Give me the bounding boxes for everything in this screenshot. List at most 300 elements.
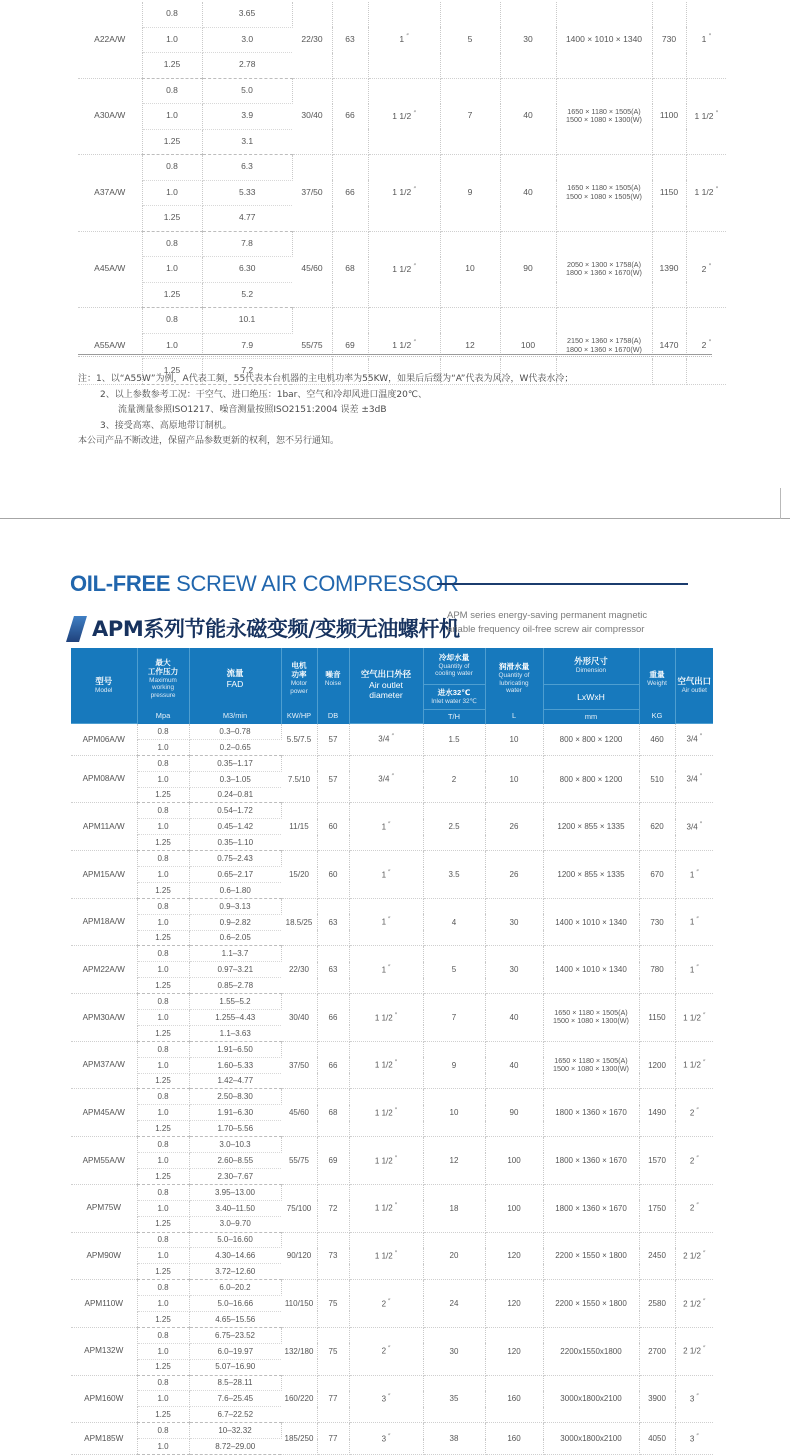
header-cooling-cn: 冷却水量 (438, 652, 470, 662)
cell-pressure: 1.0 (137, 962, 189, 978)
header-outlet-en: Air outlet (681, 686, 707, 694)
table-row (71, 946, 713, 962)
cell-air-outlet: 1 ″ (675, 851, 713, 899)
cell-motor-power: 5.5/7.5 (281, 724, 317, 755)
cell-weight: 620 (639, 803, 675, 851)
header-lubricating-water (485, 648, 543, 710)
cell-noise: 69 (317, 1137, 349, 1185)
table-row (71, 1375, 713, 1391)
cell-weight: 780 (639, 946, 675, 994)
header-noise (317, 648, 349, 710)
cell-dimension: 1800 × 1360 × 1670 (543, 1184, 639, 1232)
cell-weight: 1750 (639, 1184, 675, 1232)
cell-air-outlet: 3/4 ″ (675, 724, 713, 755)
cell-fad: 0.65–2.17 (189, 867, 281, 883)
cell-lubricating-water: 10 (485, 724, 543, 755)
dimension-line: 1800 × 1360 × 1670(W) (566, 268, 642, 278)
cell-model: APM37A/W (71, 1041, 137, 1089)
cell-pressure: 1.25 (137, 978, 189, 994)
cell-motor-power: 30/40 (281, 994, 317, 1042)
cell-motor-power: 7.5/10 (281, 755, 317, 803)
cell-air-outlet: 1 1/2 ″ (675, 1041, 713, 1089)
cell-air-outlet: 1 ″ (686, 2, 726, 78)
header-cooling-en1: Quantity of (438, 662, 470, 670)
cell-lubricating-water: 26 (485, 851, 543, 899)
header-noise-cn: 噪音 (325, 669, 341, 679)
cell-pressure: 1.25 (137, 1121, 189, 1137)
cell-model: APM110W (71, 1280, 137, 1328)
cell-model: APM22A/W (71, 946, 137, 994)
cell-fad: 1.42–4.77 (189, 1073, 281, 1089)
cell-air-outlet-diameter: 3 ″ (349, 1375, 423, 1423)
cell-pressure: 1.0 (137, 1391, 189, 1407)
apm-series-section (0, 519, 790, 1451)
cell-lubricating-water: 120 (485, 1280, 543, 1328)
cell-model: APM18A/W (71, 898, 137, 946)
cell-fad: 0.45–1.42 (189, 819, 281, 835)
cell-dimension (556, 78, 652, 155)
cell-cooling-water: 12 (423, 1137, 485, 1185)
header-pressure-en2: working (151, 684, 175, 692)
cell-dimension: 3000x1800x2100 (543, 1375, 639, 1423)
cell-pressure: 1.0 (137, 1296, 189, 1312)
cell-fad: 0.6–2.05 (189, 930, 281, 946)
apm-spec-table-wrapper (71, 724, 713, 1455)
cell-noise: 63 (332, 2, 368, 78)
cell-fad: 1.55–5.2 (189, 994, 281, 1010)
cell-motor-power: 55/75 (281, 1137, 317, 1185)
header-dimension (543, 648, 639, 684)
cell-fad: 7.6–25.45 (189, 1391, 281, 1407)
cell-cooling-water: 20 (423, 1232, 485, 1280)
cell-weight: 670 (639, 851, 675, 899)
cell-motor-power: 22/30 (281, 946, 317, 994)
cell-dimension: 2200 × 1550 × 1800 (543, 1232, 639, 1280)
note-line-3: 流量测量参照ISO1217、噪音测量按照ISO2151:2004 误差 ±3dB (118, 405, 387, 415)
table-row (71, 994, 713, 1010)
cell-fad: 3.95–13.00 (189, 1184, 281, 1200)
cell-dimension: 2200 × 1550 × 1800 (543, 1280, 639, 1328)
cell-motor-power: 160/220 (281, 1375, 317, 1423)
cell-lubricating-water: 30 (485, 898, 543, 946)
top-spec-table-wrapper (78, 2, 718, 385)
note-line-1: 注：1、以“A55W”为例，A代表工频，55代表本台机器的主电机功率为55KW，如果后后缀为“A”代表为风冷，W代表水冷； (78, 374, 574, 384)
cell-fad: 2.50–8.30 (189, 1089, 281, 1105)
note-line-4: 3、接受高寒、高原地带订制机。 (100, 420, 232, 431)
cell-model: APM06A/W (71, 724, 137, 755)
header-dim-cn: 外形尺寸 (574, 656, 608, 667)
cell-pressure: 1.0 (137, 1153, 189, 1169)
cell-air-outlet-diameter: 3 ″ (349, 1423, 423, 1455)
table-row (78, 2, 726, 27)
cell-lubricating-water: 10 (485, 755, 543, 803)
cell-air-outlet-diameter: 1 1/2 ″ (349, 1041, 423, 1089)
header-unit-cooling: T/H (423, 710, 485, 724)
cell-weight: 510 (639, 755, 675, 803)
cell-pressure: 0.8 (137, 724, 189, 739)
header-pressure-en1: Maximum (149, 676, 177, 684)
table-row (71, 755, 713, 771)
cell-cooling-water: 30 (423, 1327, 485, 1375)
cell-fad: 2.78 (202, 53, 292, 79)
cell-weight: 1490 (639, 1089, 675, 1137)
header-unit-weight: KG (639, 710, 675, 724)
cell-dimension: 1200 × 855 × 1335 (543, 803, 639, 851)
cell-motor-power: 37/50 (281, 1041, 317, 1089)
cell-pressure: 0.8 (137, 1041, 189, 1057)
cell-model: APM15A/W (71, 851, 137, 899)
cell-noise: 66 (332, 78, 368, 155)
cell-lubricating-water: 100 (485, 1184, 543, 1232)
cell-air-outlet-diameter: 3/4 ″ (349, 755, 423, 803)
cell-air-outlet: 2 ″ (686, 308, 726, 385)
cell-fad: 2.30–7.67 (189, 1168, 281, 1184)
cell-pressure: 1.0 (137, 1105, 189, 1121)
cell-fad: 0.75–2.43 (189, 851, 281, 867)
header-dim-en: Dimension (575, 666, 607, 674)
header-outlet-dia-en2: diameter (369, 690, 403, 701)
cell-pressure: 0.8 (137, 1423, 189, 1439)
top-table-bottom-rule (78, 354, 712, 355)
cell-noise: 75 (317, 1327, 349, 1375)
cell-pressure: 0.8 (137, 994, 189, 1010)
cell-fad: 2.60–8.55 (189, 1153, 281, 1169)
cell-pressure: 1.25 (142, 206, 202, 232)
cell-cooling-water: 12 (440, 308, 500, 385)
table-row (71, 1327, 713, 1343)
cell-noise: 57 (317, 755, 349, 803)
cell-motor-power: 90/120 (281, 1232, 317, 1280)
cell-model: A45A/W (78, 231, 142, 308)
cell-air-outlet-diameter: 1 1/2 ″ (368, 78, 440, 155)
table-row (71, 724, 713, 739)
cell-pressure: 1.25 (142, 359, 202, 385)
cell-fad: 0.24–0.81 (189, 787, 281, 803)
cell-pressure: 1.25 (142, 129, 202, 155)
cell-air-outlet: 2 ″ (675, 1137, 713, 1185)
header-motor-en1: Motor (290, 680, 308, 688)
cell-cooling-water: 10 (440, 231, 500, 308)
dimension-line: 1500 × 1080 × 1300(W) (553, 1016, 629, 1026)
cell-pressure: 0.8 (142, 155, 202, 181)
section-subheading (447, 609, 697, 637)
cell-fad: 6.75–23.52 (189, 1327, 281, 1343)
header-motor-cn2: 功率 (291, 670, 307, 680)
cell-noise: 66 (332, 155, 368, 232)
cell-lubricating-water: 120 (485, 1327, 543, 1375)
cell-dimension: 1400 × 1010 × 1340 (556, 2, 652, 78)
cell-pressure: 1.0 (137, 1200, 189, 1216)
cell-lubricating-water: 40 (485, 1041, 543, 1089)
cell-fad: 0.3–0.78 (189, 724, 281, 739)
header-outlet-dia-en1: Air outlet (369, 680, 403, 691)
cell-dimension: 1200 × 855 × 1335 (543, 851, 639, 899)
cell-air-outlet: 2 ″ (675, 1089, 713, 1137)
cell-model: APM11A/W (71, 803, 137, 851)
cell-pressure: 1.0 (142, 180, 202, 206)
cell-motor-power: 110/150 (281, 1280, 317, 1328)
cell-fad: 0.9–2.82 (189, 914, 281, 930)
cell-cooling-water: 3.5 (423, 851, 485, 899)
dimension-line: 2050 × 1300 × 1758(A) (567, 259, 641, 269)
cell-fad: 3.72–12.60 (189, 1264, 281, 1280)
header-unit-noise: DB (317, 710, 349, 724)
cell-fad: 10.1 (202, 308, 292, 334)
cell-fad: 6.0–20.2 (189, 1280, 281, 1296)
cell-model: APM185W (71, 1423, 137, 1455)
cell-weight: 730 (639, 898, 675, 946)
cell-pressure: 0.8 (137, 1232, 189, 1248)
header-weight-en: Weight (647, 679, 667, 687)
cell-dimension: 1400 × 1010 × 1340 (543, 946, 639, 994)
cell-weight: 2580 (639, 1280, 675, 1328)
cell-fad: 7.2 (202, 359, 292, 385)
table-row (78, 78, 726, 104)
table-row (71, 1423, 713, 1439)
cell-air-outlet-diameter: 1 1/2 ″ (349, 1137, 423, 1185)
header-pressure (137, 648, 189, 710)
cell-pressure: 0.8 (137, 1375, 189, 1391)
cell-noise: 77 (317, 1423, 349, 1455)
header-air-outlet (675, 648, 713, 724)
header-lub-en1: Quantity of (498, 672, 530, 680)
cell-dimension: 1800 × 1360 × 1670 (543, 1089, 639, 1137)
header-lub-en3: water (506, 687, 522, 695)
cell-fad: 3.1 (202, 129, 292, 155)
dimension-line: 1500 × 1080 × 1505(W) (566, 191, 642, 201)
cell-fad: 3.9 (202, 104, 292, 130)
cell-noise: 57 (317, 724, 349, 755)
cell-pressure: 1.25 (137, 1359, 189, 1375)
cell-pressure: 1.25 (142, 53, 202, 79)
cell-fad: 6.30 (202, 257, 292, 283)
cell-pressure: 1.0 (142, 27, 202, 53)
dimension-line: 1650 × 1180 × 1505(A) (567, 106, 641, 116)
cell-pressure: 0.8 (137, 851, 189, 867)
header-unit-fad: M3/min (189, 710, 281, 724)
dimension-line: 2150 × 1360 × 1758(A) (567, 336, 641, 346)
cell-fad: 5.07–16.90 (189, 1359, 281, 1375)
cell-air-outlet: 3/4 ″ (675, 803, 713, 851)
cell-motor-power: 30/40 (292, 78, 332, 155)
cell-fad: 0.6–1.80 (189, 882, 281, 898)
table-row (71, 898, 713, 914)
cell-fad: 4.30–14.66 (189, 1248, 281, 1264)
cell-pressure: 1.0 (137, 1343, 189, 1359)
cell-weight: 1100 (652, 78, 686, 155)
cell-motor-power: 185/250 (281, 1423, 317, 1455)
cell-air-outlet-diameter: 1 1/2 ″ (349, 1184, 423, 1232)
header-weight (639, 648, 675, 710)
cell-cooling-water: 9 (440, 155, 500, 232)
cell-air-outlet: 2 1/2 ″ (675, 1280, 713, 1328)
cell-air-outlet-diameter: 1 1/2 ″ (349, 1232, 423, 1280)
header-unit-lub: L (485, 710, 543, 724)
cell-cooling-water: 24 (423, 1280, 485, 1328)
cell-model: APM132W (71, 1327, 137, 1375)
header-fad-en: FAD (226, 678, 244, 689)
header-dim-lwh: LxWxH (577, 691, 605, 702)
cell-lubricating-water: 160 (485, 1375, 543, 1423)
header-unit-dim: mm (543, 710, 639, 724)
cell-model: A55A/W (78, 308, 142, 385)
note-line-5: 本公司产品不断改进，保留产品参数更新的权利，恕不另行通知。 (78, 436, 340, 446)
subheading-line-1: APM series energy-saving permanent magnetic (447, 610, 648, 621)
cell-pressure: 1.25 (137, 1311, 189, 1327)
cell-fad: 5.2 (202, 282, 292, 308)
cell-pressure: 0.8 (137, 1184, 189, 1200)
cell-pressure: 1.25 (137, 1407, 189, 1423)
cell-pressure: 0.8 (137, 898, 189, 914)
cell-fad: 0.9–3.13 (189, 898, 281, 914)
header-unit-motor: KW/HP (281, 710, 317, 724)
cell-cooling-water: 5 (440, 2, 500, 78)
cell-noise: 77 (317, 1375, 349, 1423)
cell-weight: 730 (652, 2, 686, 78)
section-heading-chinese: APM系列节能永磁变频/变频无油螺杆机 (92, 617, 460, 641)
cell-pressure: 0.8 (137, 1327, 189, 1343)
top-specs-section (0, 0, 790, 518)
cell-lubricating-water: 26 (485, 803, 543, 851)
cell-model: A22A/W (78, 2, 142, 78)
cell-motor-power: 75/100 (281, 1184, 317, 1232)
cell-noise: 66 (317, 1041, 349, 1089)
top-spec-table (78, 2, 726, 385)
cell-air-outlet-diameter: 2 ″ (349, 1327, 423, 1375)
cell-lubricating-water: 40 (485, 994, 543, 1042)
cell-fad: 1.70–5.56 (189, 1121, 281, 1137)
spec-table-header (71, 648, 713, 724)
cell-motor-power: 45/60 (281, 1089, 317, 1137)
heading-rule (437, 583, 688, 585)
cell-weight: 4050 (639, 1423, 675, 1455)
header-fad (189, 648, 281, 710)
header-air-outlet-diameter (349, 648, 423, 724)
cell-air-outlet-diameter: 3/4 ″ (349, 724, 423, 755)
cell-pressure: 1.25 (137, 1073, 189, 1089)
cell-air-outlet-diameter: 1 1/2 ″ (349, 1089, 423, 1137)
cell-noise: 72 (317, 1184, 349, 1232)
cell-pressure: 1.0 (137, 1010, 189, 1026)
cell-motor-power: 55/75 (292, 308, 332, 385)
cell-motor-power: 132/180 (281, 1327, 317, 1375)
cell-fad: 3.65 (202, 2, 292, 27)
cell-pressure: 0.8 (142, 2, 202, 27)
cell-air-outlet-diameter: 1 1/2 ″ (349, 994, 423, 1042)
cell-fad: 8.72–29.00 (189, 1439, 281, 1455)
cell-fad: 1.1–3.63 (189, 1025, 281, 1041)
cell-air-outlet: 3/4 ″ (675, 755, 713, 803)
cell-model: APM160W (71, 1375, 137, 1423)
cell-fad: 1.91–6.50 (189, 1041, 281, 1057)
cell-fad: 0.35–1.10 (189, 835, 281, 851)
cell-fad: 3.0–9.70 (189, 1216, 281, 1232)
cell-lubricating-water: 30 (500, 2, 556, 78)
header-motor-cn1: 电机 (291, 661, 307, 671)
spec-header-table (71, 648, 713, 724)
cell-lubricating-water: 90 (485, 1089, 543, 1137)
cell-fad: 3.40–11.50 (189, 1200, 281, 1216)
heading-oil-free: OIL-FREE (70, 571, 171, 596)
cell-fad: 10–32.32 (189, 1423, 281, 1439)
cell-fad: 1.1–3.7 (189, 946, 281, 962)
header-model-en: Model (95, 686, 113, 694)
cell-lubricating-water: 120 (485, 1232, 543, 1280)
apm-spec-table (71, 724, 713, 1455)
cell-dimension: 1400 × 1010 × 1340 (543, 898, 639, 946)
table-row (78, 231, 726, 257)
cell-model: APM30A/W (71, 994, 137, 1042)
cell-fad: 1.60–5.33 (189, 1057, 281, 1073)
cell-motor-power: 18.5/25 (281, 898, 317, 946)
cell-cooling-water: 2 (423, 755, 485, 803)
cell-dimension (556, 231, 652, 308)
cell-cooling-water: 2.5 (423, 803, 485, 851)
cell-dimension: 1800 × 1360 × 1670 (543, 1137, 639, 1185)
cell-cooling-water: 1.5 (423, 724, 485, 755)
cell-air-outlet: 2 1/2 ″ (675, 1232, 713, 1280)
cell-lubricating-water: 100 (485, 1137, 543, 1185)
cell-weight: 1470 (652, 308, 686, 385)
cell-weight: 2700 (639, 1327, 675, 1375)
cell-air-outlet: 1 1/2 ″ (686, 155, 726, 232)
cell-weight: 1150 (652, 155, 686, 232)
cell-pressure: 0.8 (142, 231, 202, 257)
cell-fad: 5.0–16.66 (189, 1296, 281, 1312)
cell-fad: 8.5–28.11 (189, 1375, 281, 1391)
cell-air-outlet-diameter: 1 ″ (349, 803, 423, 851)
cell-model: APM45A/W (71, 1089, 137, 1137)
cell-air-outlet-diameter: 1 ″ (349, 851, 423, 899)
cell-noise: 66 (317, 994, 349, 1042)
cell-fad: 4.65–15.56 (189, 1311, 281, 1327)
cell-pressure: 1.25 (137, 1168, 189, 1184)
cell-air-outlet: 1 1/2 ″ (686, 78, 726, 155)
cell-pressure: 1.25 (137, 930, 189, 946)
cell-weight: 3900 (639, 1375, 675, 1423)
cell-weight: 1570 (639, 1137, 675, 1185)
header-weight-cn: 重量 (649, 669, 665, 679)
cell-dimension (543, 1041, 639, 1089)
cell-air-outlet: 1 1/2 ″ (675, 994, 713, 1042)
heading-screw-air-compressor: SCREW AIR COMPRESSOR (176, 571, 459, 596)
cell-pressure: 0.8 (137, 803, 189, 819)
subheading-line-2: ariable frequency oil-free screw air compressor (447, 624, 645, 635)
header-model-cn: 型号 (95, 675, 113, 686)
cell-weight: 1150 (639, 994, 675, 1042)
cell-pressure: 1.25 (137, 1264, 189, 1280)
cell-fad: 5.33 (202, 180, 292, 206)
header-cooling-en2: cooling water (435, 670, 473, 678)
cell-noise: 63 (317, 946, 349, 994)
cell-model: A37A/W (78, 155, 142, 232)
cell-cooling-water: 10 (423, 1089, 485, 1137)
header-fad-cn: 流量 (226, 667, 244, 678)
table-row (78, 155, 726, 181)
cell-model: APM55A/W (71, 1137, 137, 1185)
header-pressure-cn1: 最大 (155, 657, 171, 667)
header-motor-en2: power (290, 687, 308, 695)
apm-table-body (71, 724, 713, 1454)
cell-pressure: 1.0 (137, 867, 189, 883)
table-row (71, 1089, 713, 1105)
cell-pressure: 1.25 (137, 882, 189, 898)
notes-block (78, 372, 738, 450)
cell-fad: 0.3–1.05 (189, 771, 281, 787)
cell-fad: 0.54–1.72 (189, 803, 281, 819)
header-inlet-water (423, 684, 485, 710)
cell-lubricating-water: 160 (485, 1423, 543, 1455)
